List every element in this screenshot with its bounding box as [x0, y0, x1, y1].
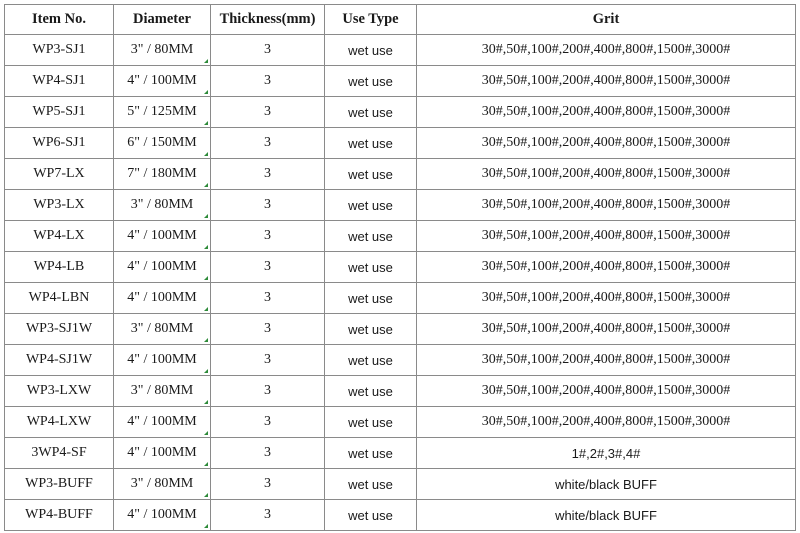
cell-item-no: WP3-SJ1: [5, 35, 114, 66]
cell-diameter: 4" / 100MM: [114, 345, 211, 376]
cell-diameter: 4" / 100MM: [114, 221, 211, 252]
cell-grit: 30#,50#,100#,200#,400#,800#,1500#,3000#: [417, 128, 796, 159]
cell-use-type: wet use: [325, 314, 417, 345]
cell-use-type: wet use: [325, 252, 417, 283]
cell-grit: 30#,50#,100#,200#,400#,800#,1500#,3000#: [417, 407, 796, 438]
cell-item-no: WP4-SJ1W: [5, 345, 114, 376]
cell-use-type: wet use: [325, 438, 417, 469]
cell-grit: 30#,50#,100#,200#,400#,800#,1500#,3000#: [417, 97, 796, 128]
table-row: [5, 469, 796, 500]
cell-grit: white/black BUFF: [417, 500, 796, 531]
table-row: [5, 66, 796, 97]
cell-thickness: 3: [211, 159, 325, 190]
product-spec-table: [4, 4, 796, 531]
cell-thickness: 3: [211, 376, 325, 407]
cell-item-no: WP5-SJ1: [5, 97, 114, 128]
cell-diameter: 3" / 80MM: [114, 314, 211, 345]
cell-item-no: WP4-SJ1: [5, 66, 114, 97]
table-row: [5, 35, 796, 66]
cell-item-no: WP4-BUFF: [5, 500, 114, 531]
cell-thickness: 3: [211, 252, 325, 283]
cell-diameter: 4" / 100MM: [114, 500, 211, 531]
cell-use-type: wet use: [325, 35, 417, 66]
cell-thickness: 3: [211, 438, 325, 469]
cell-grit: 30#,50#,100#,200#,400#,800#,1500#,3000#: [417, 190, 796, 221]
cell-grit: 30#,50#,100#,200#,400#,800#,1500#,3000#: [417, 345, 796, 376]
table-row: [5, 283, 796, 314]
cell-grit: 30#,50#,100#,200#,400#,800#,1500#,3000#: [417, 283, 796, 314]
cell-diameter: 4" / 100MM: [114, 66, 211, 97]
cell-diameter: 3" / 80MM: [114, 190, 211, 221]
cell-thickness: 3: [211, 500, 325, 531]
table-row: [5, 128, 796, 159]
table-row: [5, 159, 796, 190]
cell-thickness: 3: [211, 221, 325, 252]
cell-grit: 1#,2#,3#,4#: [417, 438, 796, 469]
cell-thickness: 3: [211, 314, 325, 345]
cell-use-type: wet use: [325, 97, 417, 128]
cell-item-no: WP7-LX: [5, 159, 114, 190]
cell-use-type: wet use: [325, 159, 417, 190]
cell-use-type: wet use: [325, 221, 417, 252]
cell-item-no: WP6-SJ1: [5, 128, 114, 159]
cell-use-type: wet use: [325, 376, 417, 407]
cell-diameter: 4" / 100MM: [114, 407, 211, 438]
header-diameter: Diameter: [114, 5, 211, 35]
header-use-type: Use Type: [325, 5, 417, 35]
cell-item-no: WP3-LXW: [5, 376, 114, 407]
cell-use-type: wet use: [325, 283, 417, 314]
cell-item-no: WP4-LXW: [5, 407, 114, 438]
cell-grit: 30#,50#,100#,200#,400#,800#,1500#,3000#: [417, 314, 796, 345]
cell-diameter: 3" / 80MM: [114, 35, 211, 66]
header-grit: Grit: [417, 5, 796, 35]
cell-thickness: 3: [211, 35, 325, 66]
cell-thickness: 3: [211, 283, 325, 314]
cell-diameter: 6" / 150MM: [114, 128, 211, 159]
cell-item-no: WP3-BUFF: [5, 469, 114, 500]
cell-use-type: wet use: [325, 407, 417, 438]
table-row: [5, 345, 796, 376]
table-row: [5, 221, 796, 252]
cell-use-type: wet use: [325, 190, 417, 221]
table-body: [5, 35, 796, 531]
header-thickness: Thickness(mm): [211, 5, 325, 35]
cell-diameter: 7" / 180MM: [114, 159, 211, 190]
table-row: [5, 252, 796, 283]
cell-diameter: 5" / 125MM: [114, 97, 211, 128]
cell-thickness: 3: [211, 97, 325, 128]
cell-item-no: WP3-SJ1W: [5, 314, 114, 345]
cell-grit: 30#,50#,100#,200#,400#,800#,1500#,3000#: [417, 66, 796, 97]
table-row: [5, 314, 796, 345]
cell-item-no: WP4-LB: [5, 252, 114, 283]
header-row: [5, 5, 796, 35]
cell-grit: 30#,50#,100#,200#,400#,800#,1500#,3000#: [417, 376, 796, 407]
cell-thickness: 3: [211, 66, 325, 97]
cell-thickness: 3: [211, 190, 325, 221]
cell-grit: 30#,50#,100#,200#,400#,800#,1500#,3000#: [417, 221, 796, 252]
cell-grit: 30#,50#,100#,200#,400#,800#,1500#,3000#: [417, 252, 796, 283]
cell-grit: 30#,50#,100#,200#,400#,800#,1500#,3000#: [417, 35, 796, 66]
header-item-no: Item No.: [5, 5, 114, 35]
cell-item-no: WP4-LX: [5, 221, 114, 252]
cell-thickness: 3: [211, 407, 325, 438]
cell-grit: 30#,50#,100#,200#,400#,800#,1500#,3000#: [417, 159, 796, 190]
cell-thickness: 3: [211, 469, 325, 500]
cell-diameter: 3" / 80MM: [114, 469, 211, 500]
cell-use-type: wet use: [325, 469, 417, 500]
cell-use-type: wet use: [325, 500, 417, 531]
cell-diameter: 3" / 80MM: [114, 376, 211, 407]
table-row: [5, 438, 796, 469]
cell-grit: white/black BUFF: [417, 469, 796, 500]
table-row: [5, 407, 796, 438]
cell-use-type: wet use: [325, 128, 417, 159]
cell-use-type: wet use: [325, 345, 417, 376]
table-row: [5, 97, 796, 128]
cell-item-no: WP3-LX: [5, 190, 114, 221]
cell-item-no: WP4-LBN: [5, 283, 114, 314]
cell-thickness: 3: [211, 345, 325, 376]
cell-diameter: 4" / 100MM: [114, 438, 211, 469]
cell-diameter: 4" / 100MM: [114, 252, 211, 283]
cell-diameter: 4" / 100MM: [114, 283, 211, 314]
cell-use-type: wet use: [325, 66, 417, 97]
cell-item-no: 3WP4-SF: [5, 438, 114, 469]
cell-thickness: 3: [211, 128, 325, 159]
table-row: [5, 190, 796, 221]
table-row: [5, 500, 796, 531]
table-row: [5, 376, 796, 407]
